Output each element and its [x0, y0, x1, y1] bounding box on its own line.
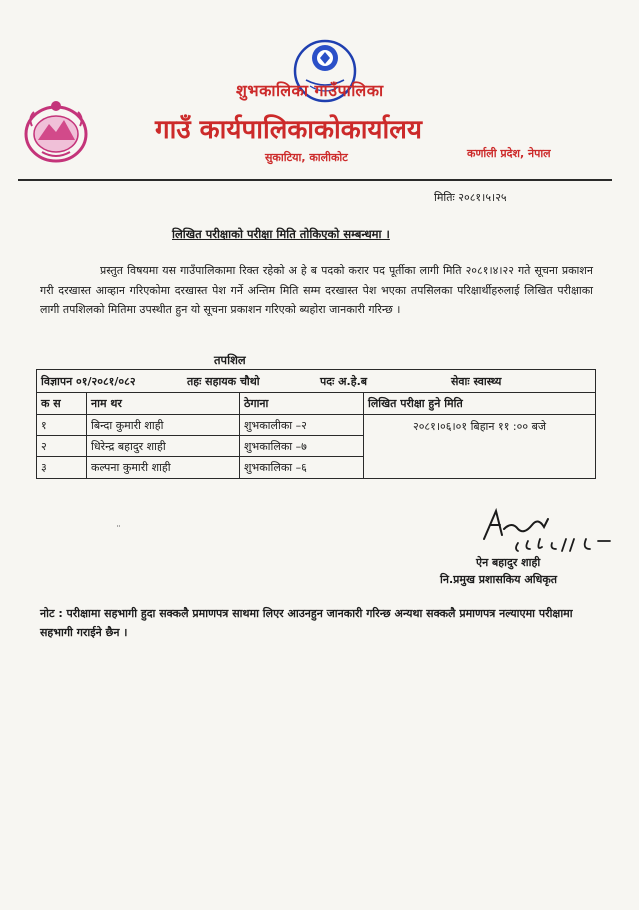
office-name: गाउँ कार्यपालिकाकोकार्यालय	[155, 115, 422, 145]
body-text: प्रस्तुत विषयमा यस गाउँपालिकामा रिक्त रहेको अ हे ब पदको करार पद पूर्तीका लागी मिति २०८१।४।२२ गते सूचना प्रकाशन गरी दरखास्त आव्हान गरिएकोमा दरखास्त पेश गर्ने अन्तिम मिति सम्म दरखास्त पेश भएका तपसिलका परिक्षार्थीहरुलाई लिखित परीक्षाका लागी तपशिलको मितिमा उपस्थीत हुन यो सूचना प्रकाशन गरिएको ब्यहोरा जानकारी गरिन्छ ।	[40, 264, 593, 316]
header-name: नाम थर	[87, 393, 240, 415]
signer-name: ऐन बहादुर शाही	[476, 556, 541, 569]
row-2-address: शुभकालिका –७	[240, 436, 364, 457]
advert-number: विज्ञापन ०१/२०८१/०८२	[41, 374, 136, 388]
post-label: पदः अ.हे.ब	[320, 374, 368, 388]
row-3-sn: ३	[37, 457, 87, 478]
note-text: नोट : परीक्षामा सहभागी हुदा सक्कलै प्रमाणपत्र साथमा लिएर आउनहुन जानकारी गरिन्छ अन्यथा सक्कलै प्रमाणपत्र नल्याएमा परीक्षामा सहभागी गराईने छैन ।	[40, 607, 573, 639]
signer-title: नि.प्रमुख प्रशासकिय अधिकृत	[440, 573, 558, 586]
letterhead-divider	[18, 179, 612, 181]
row-3-name: कल्पना कुमारी शाही	[87, 457, 240, 478]
row-1-sn: १	[37, 415, 87, 436]
document-date: मितिः २०८१।५।२५	[434, 191, 507, 204]
row-1-name: बिन्दा कुमारी शाही	[87, 415, 240, 436]
province-label: कर्णाली प्रदेश, नेपाल	[467, 147, 551, 160]
header-address: ठेगाना	[240, 393, 364, 415]
row-1-address: शुभकालीका –२	[240, 415, 364, 436]
body-paragraph	[40, 261, 593, 320]
exam-date: २०८१।०६।०१ बिहान ११ :०० बजे	[412, 420, 547, 433]
service-label: सेवाः स्वास्थ्य	[451, 374, 502, 388]
header-exam-date: लिखित परीक्षा हुने मिति	[364, 393, 595, 415]
candidate-table	[36, 369, 596, 479]
level-label: तहः सहायक चौथो	[187, 374, 260, 388]
row-2-sn: २	[37, 436, 87, 457]
row-2-name: धिरेन्द्र बहादुर शाही	[87, 436, 240, 457]
table-grid	[37, 393, 595, 478]
office-address: सुकाटिया, कालीकोट	[265, 151, 348, 164]
header-sn: क स	[37, 393, 87, 415]
municipality-name: शुभकालिका गाउँपालिका	[236, 81, 384, 100]
table-caption: तपशिल	[214, 353, 246, 367]
ink-dots: ¨	[116, 525, 121, 536]
exam-date-cell	[364, 415, 595, 478]
nepal-emblem-icon	[22, 96, 90, 166]
table-info-row	[37, 370, 595, 393]
row-3-address: शुभकालिका –६	[240, 457, 364, 478]
subject-line: लिखित परीक्षाको परीक्षा मिति तोकिएको सम्बन्धमा ।	[172, 227, 390, 241]
